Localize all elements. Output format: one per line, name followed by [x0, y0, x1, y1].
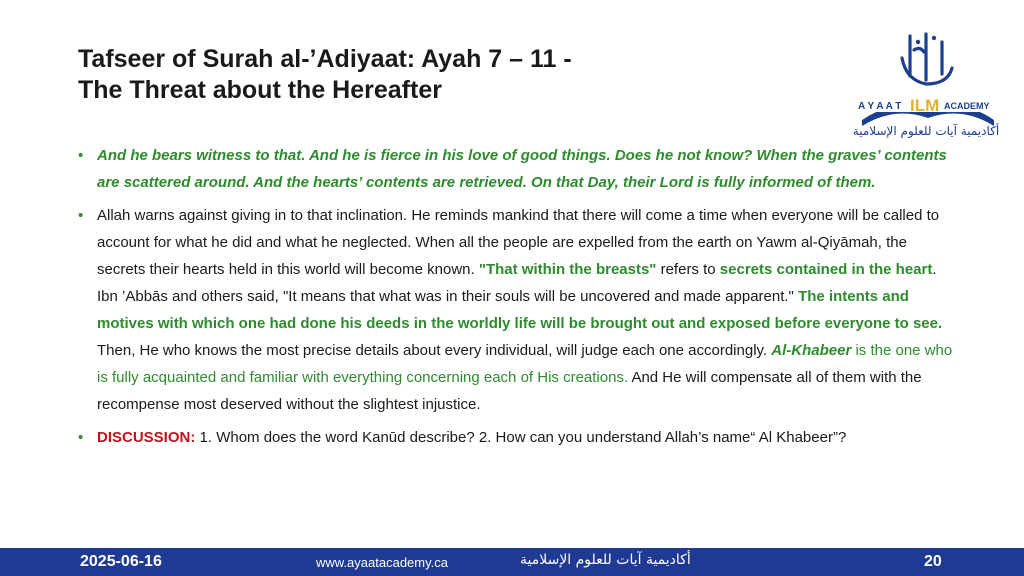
bullet-verse — [78, 142, 958, 196]
calligraphy-icon — [902, 34, 952, 84]
explanation-part-4: Then, He who knows the most precise details about every individual, will judge each one accordingly. — [97, 342, 768, 359]
logo-brand-left: A Y A A T — [858, 101, 902, 112]
explanation-part-3: . Ibn ’Abbās and others said, "It means that what was in their souls will be uncovered and made apparent." — [97, 261, 937, 305]
highlight-breasts: "That within the breasts" — [478, 261, 657, 278]
highlight-secrets: secrets contained in the heart — [719, 261, 933, 278]
logo-brand-right: ACADEMY — [944, 101, 990, 111]
bullet-explanation — [78, 202, 958, 418]
footer-bar — [0, 548, 1024, 576]
highlight-al-khabeer: Al-Khabeer — [771, 342, 852, 359]
slide-content — [78, 142, 958, 457]
bullet-dot: • — [78, 207, 84, 224]
footer-date: 2025-06-16 — [80, 553, 162, 570]
footer-url[interactable]: www.ayaatacademy.ca — [316, 555, 448, 570]
footer-arabic: أكاديمية آيات للعلوم الإسلامية — [520, 552, 691, 568]
discussion-label: DISCUSSION: — [97, 429, 196, 446]
bullet-discussion — [78, 424, 958, 451]
slide-number: 20 — [924, 553, 942, 570]
logo-arabic-text: أكاديمية آيات للعلوم الإسلامية — [852, 124, 1000, 138]
explanation-part-5: And He will compensate all of them with the recompense most deserved without the slightest injustice. — [97, 369, 922, 413]
logo-brand-ilm: ILM — [910, 96, 940, 115]
bullet-dot: • — [78, 429, 84, 446]
explanation-part-2: refers to — [660, 261, 716, 278]
title-line-2: The Threat about the Hereafter — [78, 76, 442, 104]
highlight-acquainted: is the one who is fully acquainted and familiar with everything concerning each of His creations. — [97, 342, 953, 386]
slide-title — [78, 44, 798, 106]
discussion-text: 1. Whom does the word Kanūd describe? 2. How can you understand Allah’s name“ Al Khabeer”? — [199, 429, 847, 446]
title-line-1: Tafseer of Surah al-’Adiyaat: Ayah 7 – 11 - — [78, 45, 572, 73]
verse-text: And he bears witness to that. And he is fierce in his love of good things. Does he not know? When the graves’ contents are scattered around. And the hearts’ contents are retrieved. On that Day, their Lord is fully informed of them. — [97, 147, 947, 191]
explanation-part-1: Allah warns against giving in to that inclination. He reminds mankind that there will come a time when everyone will be called to account for what he did and what he neglected. When all the people are expelled from the earth on Yawm al-Qiyāmah, the secrets their hearts held in this world will become known. — [97, 207, 940, 278]
highlight-intents: The intents and motives with which one had done his deeds in the worldly life will be brought out and exposed before everyone to see. — [97, 288, 943, 332]
bullet-dot: • — [78, 147, 84, 164]
